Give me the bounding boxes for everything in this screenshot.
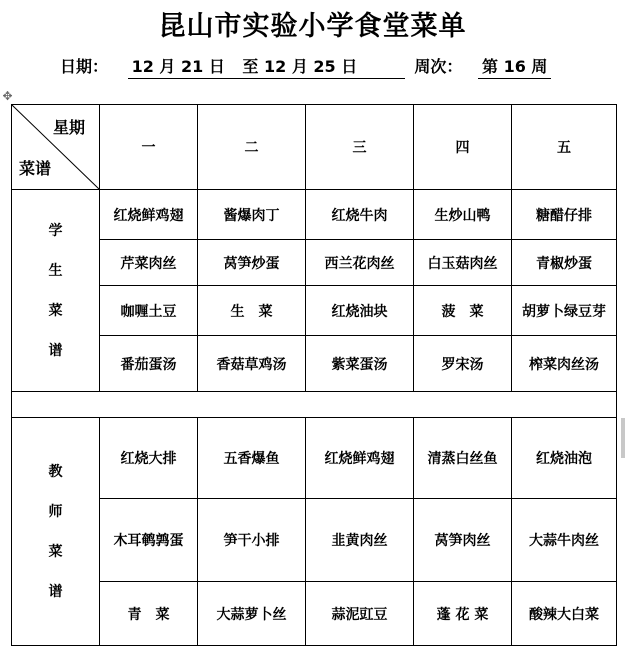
dish-cell: 红烧大排 — [100, 418, 198, 499]
day-header-thursday: 四 — [414, 105, 512, 190]
dish-cell: 红烧油块 — [306, 286, 414, 336]
student-row — [12, 336, 617, 392]
student-row — [12, 286, 617, 336]
spacer-cell — [12, 392, 617, 418]
teacher-label-char: 教 — [48, 463, 63, 480]
dish-cell: 大蒜萝卜丝 — [198, 582, 306, 646]
student-label-char: 生 — [48, 262, 63, 279]
date-start: 12 月 21 日 — [131, 57, 225, 76]
dish-cell: 五香爆鱼 — [198, 418, 306, 499]
dish-cell: 生炒山鸭 — [414, 190, 512, 240]
student-label-char: 学 — [48, 222, 63, 239]
teacher-label-char: 谱 — [48, 583, 63, 600]
dish-cell: 西兰花肉丝 — [306, 240, 414, 286]
dish-cell: 红烧牛肉 — [306, 190, 414, 240]
corner-weekday-label: 星期 — [52, 118, 85, 137]
student-label-char: 谱 — [48, 342, 63, 359]
dish-cell: 咖喱土豆 — [100, 286, 198, 336]
dish-cell: 糖醋仔排 — [512, 190, 617, 240]
day-header-friday: 五 — [512, 105, 617, 190]
dish-cell: 酸辣大白菜 — [512, 582, 617, 646]
dish-cell: 莴笋肉丝 — [414, 499, 512, 582]
week-label: 周次： — [414, 57, 463, 76]
page-edge-marker — [621, 418, 625, 458]
dish-cell: 酱爆肉丁 — [198, 190, 306, 240]
dish-cell: 红烧鲜鸡翅 — [306, 418, 414, 499]
dish-cell: 清蒸白丝鱼 — [414, 418, 512, 499]
dish-cell: 生 菜 — [198, 286, 306, 336]
dish-cell: 大蒜牛肉丝 — [512, 499, 617, 582]
page-title: 昆山市实验小学食堂菜单 — [158, 11, 467, 42]
dish-cell: 紫菜蛋汤 — [306, 336, 414, 392]
spacer-row — [12, 392, 617, 418]
student-label-char: 菜 — [48, 302, 63, 319]
day-header-wednesday: 三 — [306, 105, 414, 190]
dish-cell: 木耳鹌鹑蛋 — [100, 499, 198, 582]
corner-menu-label: 菜谱 — [19, 159, 52, 178]
dish-cell: 胡萝卜绿豆芽 — [512, 286, 617, 336]
corner-cell — [12, 105, 100, 190]
dish-cell: 香菇草鸡汤 — [198, 336, 306, 392]
date-end: 至 12 月 25 日 — [242, 57, 358, 76]
date-label: 日期： — [60, 57, 109, 76]
day-header-tuesday: 二 — [198, 105, 306, 190]
dish-cell: 番茄蛋汤 — [100, 336, 198, 392]
teacher-label-char: 菜 — [48, 543, 63, 560]
dish-cell: 罗宋汤 — [414, 336, 512, 392]
week-value: 第 16 周 — [478, 54, 551, 79]
dish-cell: 红烧鲜鸡翅 — [100, 190, 198, 240]
dish-cell: 笋干小排 — [198, 499, 306, 582]
student-menu-label — [12, 190, 100, 392]
dish-cell: 榨菜肉丝汤 — [512, 336, 617, 392]
dish-cell: 菠 菜 — [414, 286, 512, 336]
menu-table — [11, 104, 617, 646]
dish-cell: 白玉菇肉丝 — [414, 240, 512, 286]
student-row — [12, 190, 617, 240]
teacher-row — [12, 418, 617, 499]
date-range — [128, 54, 405, 79]
dish-cell: 蒜泥豇豆 — [306, 582, 414, 646]
date-line — [60, 54, 551, 79]
teacher-row — [12, 582, 617, 646]
header-row — [12, 105, 617, 190]
teacher-label-char: 师 — [48, 503, 63, 520]
dish-cell: 红烧油泡 — [512, 418, 617, 499]
dish-cell: 莴笋炒蛋 — [198, 240, 306, 286]
dish-cell: 青 菜 — [100, 582, 198, 646]
dish-cell: 芹菜肉丝 — [100, 240, 198, 286]
dish-cell: 韭黄肉丝 — [306, 499, 414, 582]
student-row — [12, 240, 617, 286]
teacher-menu-label — [12, 418, 100, 646]
dish-cell: 青椒炒蛋 — [512, 240, 617, 286]
table-move-handle-icon[interactable]: ✥ — [2, 89, 13, 103]
teacher-row — [12, 499, 617, 582]
dish-cell: 蓬 花 菜 — [414, 582, 512, 646]
day-header-monday: 一 — [100, 105, 198, 190]
